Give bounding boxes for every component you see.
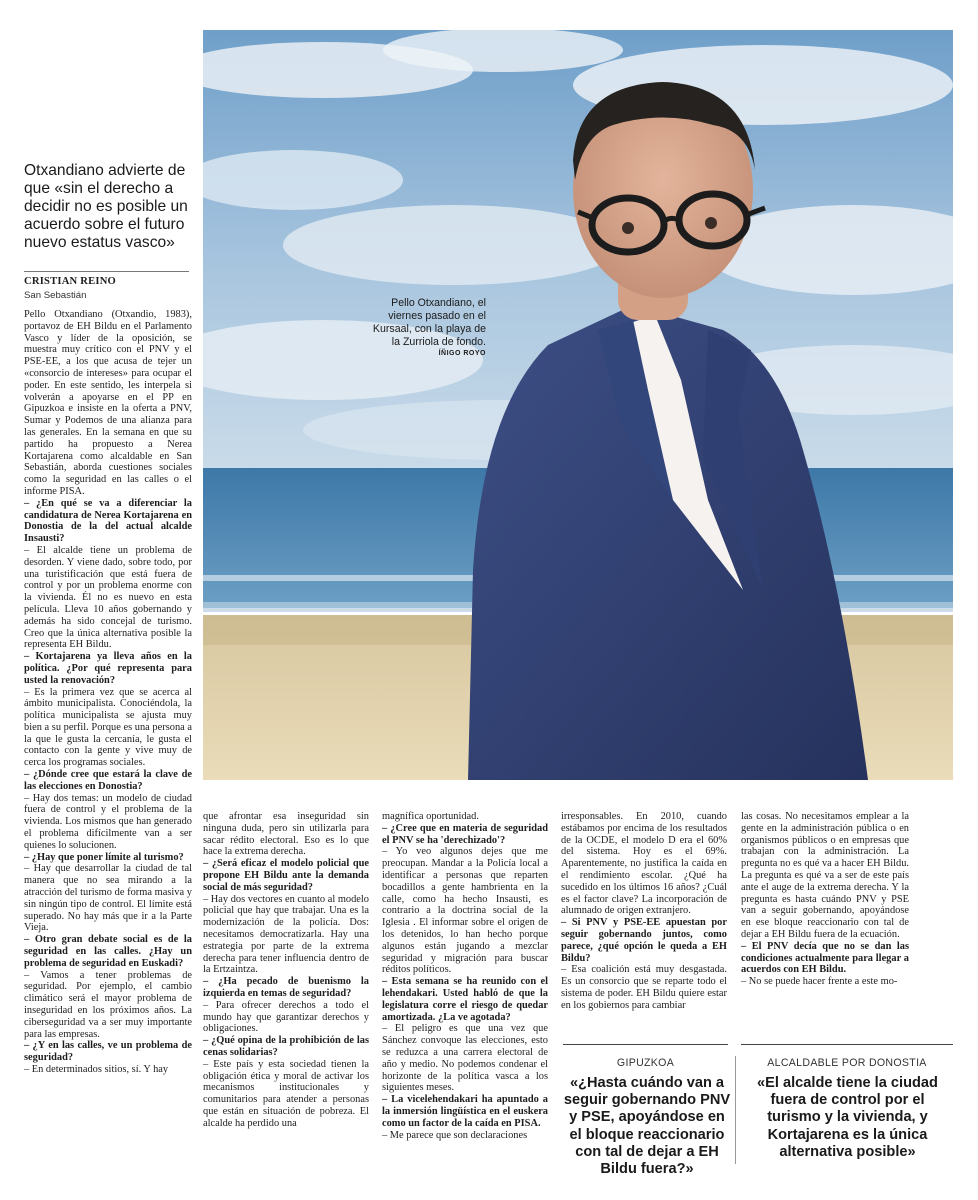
pull-quote-gipuzkoa: «¿Hasta cuándo van a seguir gobernando PNV y PSE, apoyándose en el bloque reaccionario con tal de dejar a EH Bildu fuera?» [563,1075,731,1178]
body-paragraph: – Vamos a tener problemas de seguridad. Por ejemplo, el cambio climático será el mayor problema de inseguridad en los próximos años. La ciberseguridad va a ser muy importante para las empresas. [24,969,192,1040]
photo-credit: ÍÑIGO ROYO [438,350,486,357]
interview-question: – ¿Será eficaz el modelo policial que propone EH Bildu ante la demanda social de más seguridad? [203,858,369,893]
byline-divider [24,271,189,272]
body-paragraph: que afrontar esa inseguridad sin ninguna duda, pero sin utilizarla para sacar rédito electoral. Eso es lo que hace la extrema derecha. [203,811,369,858]
text-column-1 [24,309,192,1169]
interview-question: – ¿En qué se va a diferenciar la candidatura de Nerea Kortajarena en Donostia de la del actual alcalde Insausti? [24,497,192,545]
body-paragraph: – Yo veo algunos dejes que me preocupan. Mandar a la Policía local a identificar a personas que reparten bocadillos a gente hambrienta en la calle, como ha hecho Insausti, es contrario a la doctrina social de la Iglesia . El informar sobre el origen de los detenidos, lo han hecho porque algunos están jugando a mezclar seguridad y migración para buscar réditos políticos. [382,846,548,976]
interview-question: – ¿Y en las calles, ve un problema de seguridad? [24,1040,192,1064]
body-paragraph: irresponsables. En 2010, cuando estábamos por encima de los resultados de la OCDE, el modelo D era el 60% del sistema. Hoy es el 69%. Aparentemente, no justifica la caída en el rendimiento escolar. ¿Qué ha sucedido en los últimos 16 años? ¿Cuál es el factor clave? La incorporación de alumnado de origen extranjero. [561,811,727,917]
interview-question: – ¿Hay que poner límite al turismo? [24,851,184,863]
quote-label-alcaldable: ALCALDABLE POR DONOSTIA [767,1057,927,1069]
text-column-2 [203,811,369,1171]
interview-question: – ¿Cree que en materia de seguridad el PNV se ha 'derechizado'? [382,822,548,846]
body-paragraph: magnífica oportunidad. [382,811,479,822]
body-paragraph: – En determinados sitios, sí. Y hay [24,1064,169,1075]
pull-quote-alcaldable: «El alcalde tiene la ciudad fuera de control por el turismo y la vivienda, y Kortajarena es la única alternativa posible» [757,1075,938,1160]
interview-question: – Otro gran debate social es de la seguridad en las calles. ¿Hay un problema de seguridad en Euskadi? [24,934,192,969]
text-column-4 [561,811,727,1021]
interview-question: – Kortajarena ya lleva años en la política. ¿Por qué representa para usted la renovación? [24,651,192,686]
interview-question: – La vicelehendakari ha apuntado a la inmersión lingüística en el euskera como un factor de la caída en PISA. [382,1094,548,1129]
text-column-5 [741,811,909,1021]
quote-rule-left [563,1044,728,1045]
body-paragraph: – El alcalde tiene un problema de desorden. Y viene dado, sobre todo, por una turistificación que está fuera de control y por un problema enorme con la vivienda. Él no es nuevo en esta película. Lleva 10 años gobernando y además ha sido concejal de turismo. Creo que la única alternativa posible la representa EH Bildu. [24,544,192,651]
interview-question: – El PNV decía que no se dan las condiciones actualmente para llegar a acuerdos con EH Bildu. [741,940,909,976]
interview-question: – ¿Dónde cree que estará la clave de las elecciones en Donostia? [24,769,192,792]
interview-question: – ¿Ha pecado de buenismo la izquierda en temas de seguridad? [203,976,369,999]
photo-illustration [203,30,953,780]
article-photo [203,30,953,780]
body-paragraph: – Me parece que son declaraciones [382,1129,528,1141]
body-paragraph: – Este país y esta sociedad tienen la obligación ética y moral de activar los mecanismos institucionales y comunitarios para atender a personas que están en situación de pobreza. El alcalde ha perdido una [203,1058,369,1129]
body-paragraph: las cosas. No necesitamos emplear a la gente en la administración pública o en organismos públicos o en empresas que trabajan con la administración. La pregunta no es qué va a hacer EH Bildu. La pregunta es qué va a ser de este país ante el auge de la extrema derecha. Y la pregunta es hasta cuándo PNV y PSE van a seguir gobernando, apoyándose en ese bloque reaccionario con tal de dejar a EH Bildu fuera de la ecuación. [741,811,909,940]
interview-question: – ¿Qué opina de la prohibición de las cenas solidarias? [203,1035,369,1058]
body-paragraph: – No se puede hacer frente a este mo- [741,976,898,988]
body-paragraph: – Es la primera vez que se acerca al ámbito municipalista. Conociéndola, la política municipalista se ajusta muy bien a su perfil. Porque es una persona a la que le gusta la cercanía, le gusta el contacto con la gente y vive muy de cerca los programas sociales. [24,686,192,769]
body-paragraph: – Hay dos vectores en cuanto al modelo policial que hay que trabajar. Una es la modernización de la policía. Dos: necesitamos democratizarla. Hay una estrategia por parte de la extrema derecha para tener influencia dentro de la Ertzaintza. [203,893,369,976]
interview-question: – Si PNV y PSE-EE apuestan por seguir gobernando juntos, como parece, ¿qué opción le queda a EH Bildu? [561,917,727,964]
quote-rule-right [741,1044,953,1045]
byline-place: San Sebastián [24,290,87,301]
interview-question: – Esta semana se ha reunido con el lehendakari. Usted habló de que la legislatura corre el riesgo de quedar amortizada. ¿La ve agotada? [382,976,548,1023]
quote-separator [735,1056,736,1164]
photo-caption: Pello Otxandiano, el viernes pasado en el Kursaal, con la playa de la Zurriola de fondo. [372,297,486,348]
article-headline: Otxandiano advierte de que «sin el derecho a decidir no es posible un acuerdo sobre el futuro nuevo estatus vasco» [24,162,188,251]
quote-label-gipuzkoa: GIPUZKOA [616,1057,675,1069]
body-paragraph: – Para ofrecer derechos a todo el mundo hay que garantizar derechos y obligaciones. [203,999,369,1035]
body-paragraph: – Hay dos temas: un modelo de ciudad fuera de control y el problema de la vivienda. Los mismos que han generado el problema difícilmente van a ser quienes lo solucionen. [24,792,192,851]
byline-author: CRISTIAN REINO [24,276,116,287]
body-paragraph: – Hay que desarrollar la ciudad de tal manera que no sea mirando a la atracción del turismo de forma masiva y sin ningún tipo de control. El límite está superado. No hay más que ir a la Parte Vieja. [24,863,192,934]
body-paragraph: – Esa coalición está muy desgastada. Es un consorcio que se reparte todo el sistema de poder. EH Bildu quiere estar en los gobiernos para cambiar [561,964,727,1011]
body-paragraph: – El peligro es que una vez que Sánchez convoque las elecciones, esto se reduzca a una carrera electoral de año y medio. No podemos condenar el horizonte de la política vasca a los siguientes meses. [382,1023,548,1094]
body-paragraph: Pello Otxandiano (Otxandio, 1983), portavoz de EH Bildu en el Parlamento Vasco y líder de la oposición, se muestra muy crítico con el PNV y el PSE-EE, a los que acusa de tejer un «consorcio de intereses» para ocupar el poder. En este sentido, les interpela si volverán a apoyarse en el PP en Gipuzkoa e insiste en la oferta a PNV, Sumar y Podemos de una alianza para las generales. En la semana en que su partido ha propuesto a Nerea Kortajarena como alcaldable en San Sebastián, aborda cuestiones sociales como la seguridad en las calles o el informe PISA. [24,309,192,497]
text-column-3 [382,811,548,1171]
